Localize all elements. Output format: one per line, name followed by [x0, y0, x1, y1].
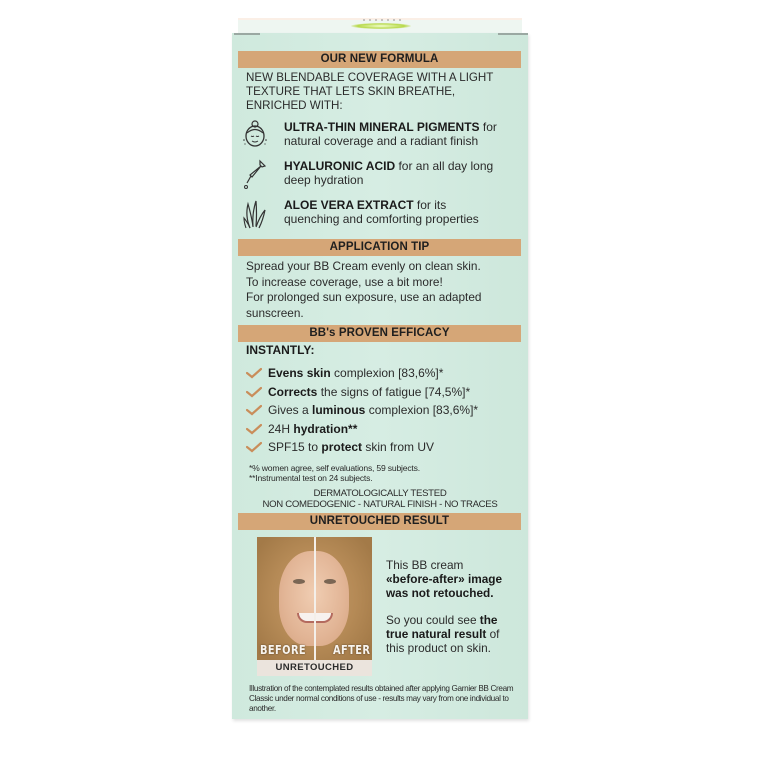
ingredient-name: ULTRA-THIN MINERAL PIGMENTS	[284, 120, 480, 134]
application-line: For prolonged sun exposure, use an adapted	[246, 290, 482, 304]
face-icon	[242, 120, 268, 152]
claim-bold: hydration**	[293, 421, 358, 436]
ingredient-desc: for an all day long	[395, 159, 494, 173]
claim-bold: luminous	[312, 403, 366, 417]
instantly-label: INSTANTLY:	[246, 343, 315, 357]
application-line: sunscreen.	[246, 305, 304, 320]
footnotes	[249, 463, 420, 483]
application-text	[246, 259, 481, 321]
formula-intro-line: ENRICHED WITH:	[246, 99, 343, 112]
brand-logo-swoosh-icon	[351, 23, 411, 29]
ingredient-aloe-vera	[238, 198, 522, 234]
efficacy-claim	[246, 422, 478, 441]
eye-shape	[293, 579, 305, 584]
claim-text: the signs of fatigue [74,5%]*	[317, 384, 471, 399]
formula-intro-line: NEW BLENDABLE COVERAGE WITH A LIGHT	[246, 71, 494, 84]
efficacy-claim	[246, 440, 478, 459]
efficacy-claim	[246, 403, 478, 422]
claim-text: Gives a	[268, 403, 313, 417]
derm-line: DERMATOLOGICALLY TESTED	[313, 488, 447, 499]
before-after-divider	[314, 537, 316, 660]
checkmark-icon	[246, 386, 262, 398]
footnote: *% women agree, self evaluations, 59 subjects.	[249, 463, 420, 473]
claim-bold: protect	[321, 440, 363, 454]
section-header-formula: OUR NEW FORMULA	[238, 51, 521, 68]
statement-line: of	[486, 627, 500, 641]
dropper-icon	[242, 159, 268, 191]
fold-line	[234, 33, 260, 35]
eye-shape	[324, 579, 336, 584]
application-line: To increase coverage, use a bit more!	[246, 274, 443, 289]
brand-text-dots	[363, 19, 403, 21]
claim-text: skin from UV	[362, 440, 435, 454]
claim-text: complexion [83,6%]*	[330, 366, 444, 380]
statement-bold: was not retouched.	[386, 586, 494, 600]
claim-bold: Corrects	[268, 384, 318, 399]
ingredient-desc: quenching and comforting properties	[284, 212, 479, 226]
aloe-leaf-icon	[242, 198, 268, 230]
fold-line	[498, 33, 528, 35]
section-header-efficacy: BB's PROVEN EFFICACY	[238, 325, 521, 342]
ingredient-text	[284, 159, 493, 187]
unretouched-label: UNRETOUCHED	[257, 660, 372, 676]
ingredient-desc: deep hydration	[284, 173, 364, 187]
portrait-image	[257, 537, 372, 660]
checkmark-icon	[246, 423, 262, 435]
before-after-photo	[257, 537, 372, 676]
ingredient-desc: natural coverage and a radiant finish	[284, 134, 479, 148]
section-header-application: APPLICATION TIP	[238, 239, 521, 256]
before-label: BEFORE	[260, 643, 307, 657]
retouch-statement	[386, 558, 526, 600]
checkmark-icon	[246, 404, 262, 416]
product-box-back-panel	[232, 33, 528, 719]
formula-intro-line: TEXTURE THAT LETS SKIN BREATHE,	[246, 85, 456, 98]
ingredient-text	[284, 198, 479, 226]
ingredient-desc: for	[479, 120, 497, 134]
efficacy-claim	[246, 366, 478, 385]
statement-line: this product on skin.	[386, 641, 491, 655]
ingredient-name: ALOE VERA EXTRACT	[284, 198, 414, 212]
efficacy-claim	[246, 385, 478, 404]
ingredient-desc: for its	[413, 198, 447, 212]
box-top-flap	[238, 18, 522, 34]
claim-text: 24H	[268, 421, 294, 436]
after-label: AFTER	[333, 643, 371, 657]
statement-bold: true natural result	[386, 627, 487, 641]
checkmark-icon	[246, 441, 262, 453]
ingredient-mineral-pigments	[238, 120, 522, 156]
derm-line: NON COMEDOGENIC - NATURAL FINISH - NO TRACES	[262, 499, 498, 510]
ingredient-text	[284, 120, 497, 148]
footnote: **Instrumental test on 24 subjects.	[249, 473, 373, 483]
statement-bold: the	[479, 613, 498, 627]
statement-line: So you could see	[386, 613, 480, 627]
claim-text: complexion [83,6%]*	[365, 403, 479, 417]
statement-line: This BB cream	[386, 558, 464, 572]
application-line: Spread your BB Cream evenly on clean skin.	[246, 259, 481, 273]
checkmark-icon	[246, 367, 262, 379]
section-header-unretouched: UNRETOUCHED RESULT	[238, 513, 521, 530]
claim-bold: Evens skin	[268, 366, 331, 380]
claim-text: SPF15 to	[268, 440, 322, 454]
statement-bold: «before-after» image	[386, 572, 503, 586]
dermatological-claims	[232, 488, 528, 510]
efficacy-claims-list	[246, 366, 478, 459]
ingredient-hyaluronic-acid	[238, 159, 522, 195]
results-disclaimer: Illustration of the contemplated results obtained after applying Garnier BB Cream Classic under normal conditions of use - results may vary from one individual to another.	[249, 684, 514, 713]
formula-intro	[246, 71, 493, 113]
ingredient-name: HYALURONIC ACID	[284, 159, 396, 173]
true-result-statement	[386, 613, 526, 655]
